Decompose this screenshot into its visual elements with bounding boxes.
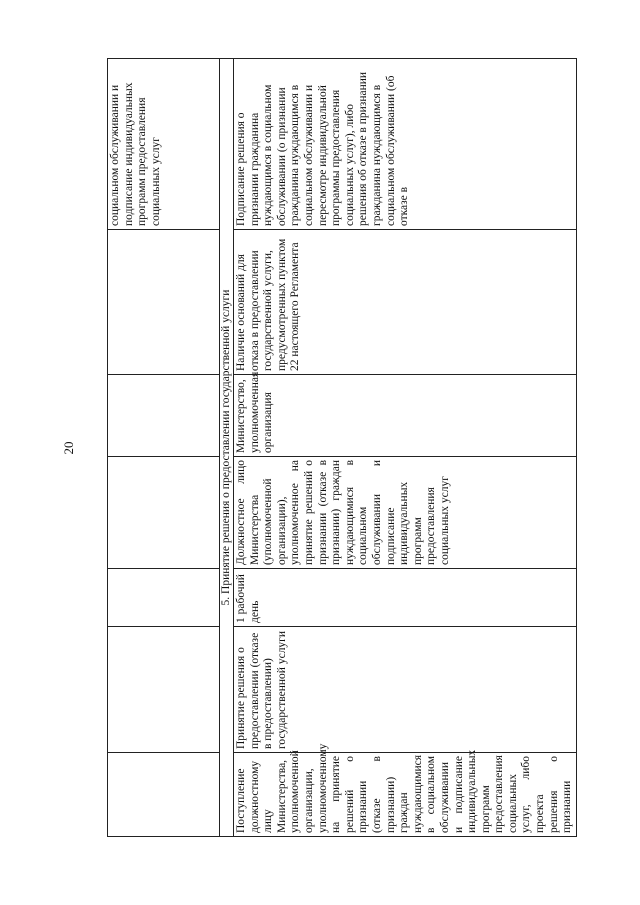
cell-duration: 1 рабочий день [234, 569, 577, 627]
cell-result: Подписание решения о признании гражданина нуждающимся в социальном обслуживании (о признании гражданина нуждающимся в социальном обслуживании и пересмотре индивидуальной программы предоставления социальных услуг), либо решения об отказе в признании гражданина нуждающимся в социальном обслуживании (об отказе в [234, 59, 577, 230]
rotated-table-container [107, 59, 574, 837]
cell-action: Принятие решения о предоставлении (отказе в предоставлении) государственной услуги [234, 627, 577, 753]
cell-responsible: Должностное лицо Министерства (уполномоченной организации), уполномоченное на принятие решений о признании (отказе в признании) граждан нуждающимися в социальном обслуживании и подписание индивидуальных программ предоставления социальных услуг [234, 457, 577, 569]
cont-cell-duration [108, 569, 220, 627]
stage-header-row [220, 59, 234, 837]
page-number: 20 [61, 441, 76, 455]
continuation-row [108, 59, 220, 837]
cont-cell-responsible [108, 457, 220, 569]
cell-criteria: Наличие оснований для отказа в предоставлении государственной услуги, предусмотренных пунктом 22 настоящего Регламента [234, 230, 577, 375]
stage-title: 5. Принятие решения о предоставлении государственной услуги [220, 59, 234, 837]
cell-place: Министерство, уполномоченная организация [234, 375, 577, 457]
cont-cell-criteria [108, 230, 220, 375]
procedure-table [107, 58, 577, 837]
cont-cell-place [108, 375, 220, 457]
cont-cell-basis [108, 753, 220, 837]
cont-cell-result: социальном обслуживании и подписание индивидуальных программ предоставления социальных услуг [108, 59, 220, 230]
cont-cell-action [108, 627, 220, 753]
stage-body-row [234, 59, 577, 837]
cell-basis: Поступление должностному лицу Министерства, уполномоченной организации, уполномоченному на принятие решений о признании (отказе в признании) граждан нуждающимися в социальном обслуживании и подписание индивидуальных программ предоставления социальных услуг, либо проекта решения о признании [234, 753, 577, 837]
